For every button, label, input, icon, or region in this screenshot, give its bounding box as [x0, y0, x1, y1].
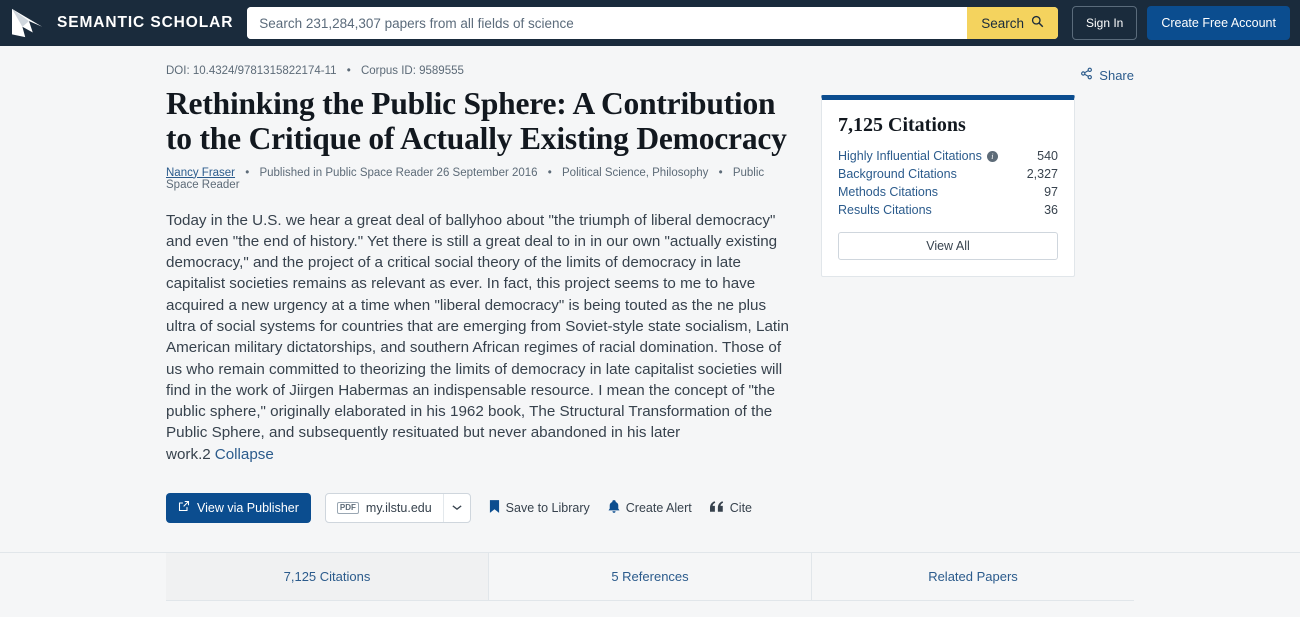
create-free-account-button[interactable]: Create Free Account: [1147, 6, 1290, 40]
paper-tabs: [0, 553, 1300, 601]
sign-in-button[interactable]: Sign In: [1072, 6, 1137, 40]
citation-count: 540: [1037, 149, 1058, 163]
share-icon: [1080, 67, 1093, 83]
paper-abstract: [166, 210, 791, 465]
page-title: Rethinking the Public Sphere: A Contribution to the Critique of Actually Existing Democracy: [166, 86, 787, 157]
citation-type-label[interactable]: Background Citations: [838, 167, 957, 181]
semantic-scholar-logo-icon: [10, 6, 48, 40]
external-link-icon: [178, 500, 190, 515]
paper-left-column: [166, 77, 791, 523]
venue-label[interactable]: Public Space Reader: [166, 166, 765, 191]
citations-card: [821, 95, 1075, 277]
bookmark-icon: [489, 500, 500, 516]
paper-right-column: [821, 77, 1075, 277]
pdf-source-group: [325, 493, 471, 523]
authors-meta-line: [166, 167, 791, 191]
search-area: [247, 0, 1058, 46]
paper-content: [0, 46, 1300, 523]
cite-label: Cite: [729, 500, 752, 515]
view-via-publisher-button[interactable]: [166, 493, 311, 523]
brand-name: SEMANTIC SCHOLAR: [57, 14, 234, 31]
citation-count: 97: [1044, 185, 1058, 199]
table-row[interactable]: [838, 183, 1058, 201]
paper-main-row: [166, 77, 1134, 523]
pdf-source-label: my.ilstu.edu: [365, 500, 432, 515]
tab-related-papers[interactable]: Related Papers: [812, 553, 1134, 601]
citation-count: 2,327: [1026, 167, 1058, 181]
share-button[interactable]: [1080, 67, 1134, 83]
citation-type-label[interactable]: Results Citations: [838, 203, 932, 217]
save-to-library-button[interactable]: [489, 500, 590, 516]
create-alert-label: Create Alert: [625, 500, 692, 515]
citation-type-text: Highly Influential Citations: [838, 149, 982, 163]
share-label: Share: [1099, 67, 1134, 83]
author-link[interactable]: Nancy Fraser: [166, 166, 236, 179]
table-row[interactable]: [838, 165, 1058, 183]
search-button[interactable]: [967, 7, 1058, 39]
search-icon: [1031, 15, 1044, 31]
collapse-abstract-link[interactable]: Collapse: [214, 445, 274, 463]
abstract-text: Today in the U.S. we hear a great deal of ballyhoo about "the triumph of liberal democracy" and even "the end of history." Yet there is still a great deal to in in our own "actually existing democracy," and the project of a critical social theory of the limits of democracy in late capitalist societies remains as relevant as ever. In fact, this project seems to me to have acquired a new urgency at a time when "liberal democracy" is being touted as the ne plus ultra of social systems for countries that are emerging from Soviet-style state socialism, Latin American military dictatorships, and southern African regimes of racial domination. Those of us who remain committed to theorizing the limits of democracy in late capitalist societies will find in the work of Jiirgen Habermas an indispensable resource. I mean the concept of "the public sphere," originally elaborated in his 1962 book, The Structural Transformation of the Public Sphere, and subsequently resituated but never abandoned in his later work.2: [166, 211, 789, 463]
view-via-publisher-label: View via Publisher: [197, 500, 299, 515]
search-box: [247, 7, 1058, 39]
pdf-icon: PDF: [337, 502, 359, 514]
page-body: [0, 46, 1300, 601]
meta-separator: •: [547, 166, 552, 179]
meta-separator: •: [245, 166, 250, 179]
citation-type-label[interactable]: Methods Citations: [838, 185, 939, 199]
citations-heading: 7,125 Citations: [838, 114, 966, 136]
meta-separator: •: [718, 166, 723, 179]
site-header: [0, 0, 1300, 46]
tab-references[interactable]: 5 References: [489, 553, 812, 601]
meta-separator: •: [346, 65, 351, 77]
citation-count: 36: [1044, 203, 1058, 217]
search-button-label: Search: [981, 15, 1024, 31]
citation-type-label[interactable]: [838, 149, 998, 163]
published-info: Published in Public Space Reader 26 September 2016: [259, 166, 538, 179]
view-all-citations-button[interactable]: View All: [838, 232, 1058, 260]
cite-button[interactable]: [710, 501, 752, 515]
doi-label: DOI: 10.4324/9781315822174-11: [166, 65, 337, 77]
search-input[interactable]: [247, 7, 967, 39]
fields-of-study[interactable]: Political Science, Philosophy: [562, 166, 709, 179]
bell-icon: [608, 500, 620, 516]
save-to-library-label: Save to Library: [505, 500, 590, 515]
paper-tabs-section: [0, 552, 1300, 601]
header-actions: [1058, 0, 1300, 46]
create-alert-button[interactable]: [608, 500, 692, 516]
quote-icon: [710, 501, 724, 515]
paper-identifiers: [166, 65, 1134, 77]
corpus-id-label: Corpus ID: 9589555: [360, 65, 464, 77]
paper-actions: [166, 493, 791, 523]
chevron-down-icon[interactable]: [444, 494, 470, 522]
pdf-source-button[interactable]: [326, 494, 444, 522]
info-icon[interactable]: i: [987, 151, 998, 162]
table-row[interactable]: [838, 147, 1058, 165]
table-row[interactable]: [838, 201, 1058, 219]
brand-home-link[interactable]: [0, 0, 247, 46]
tab-citations[interactable]: 7,125 Citations: [166, 553, 489, 601]
